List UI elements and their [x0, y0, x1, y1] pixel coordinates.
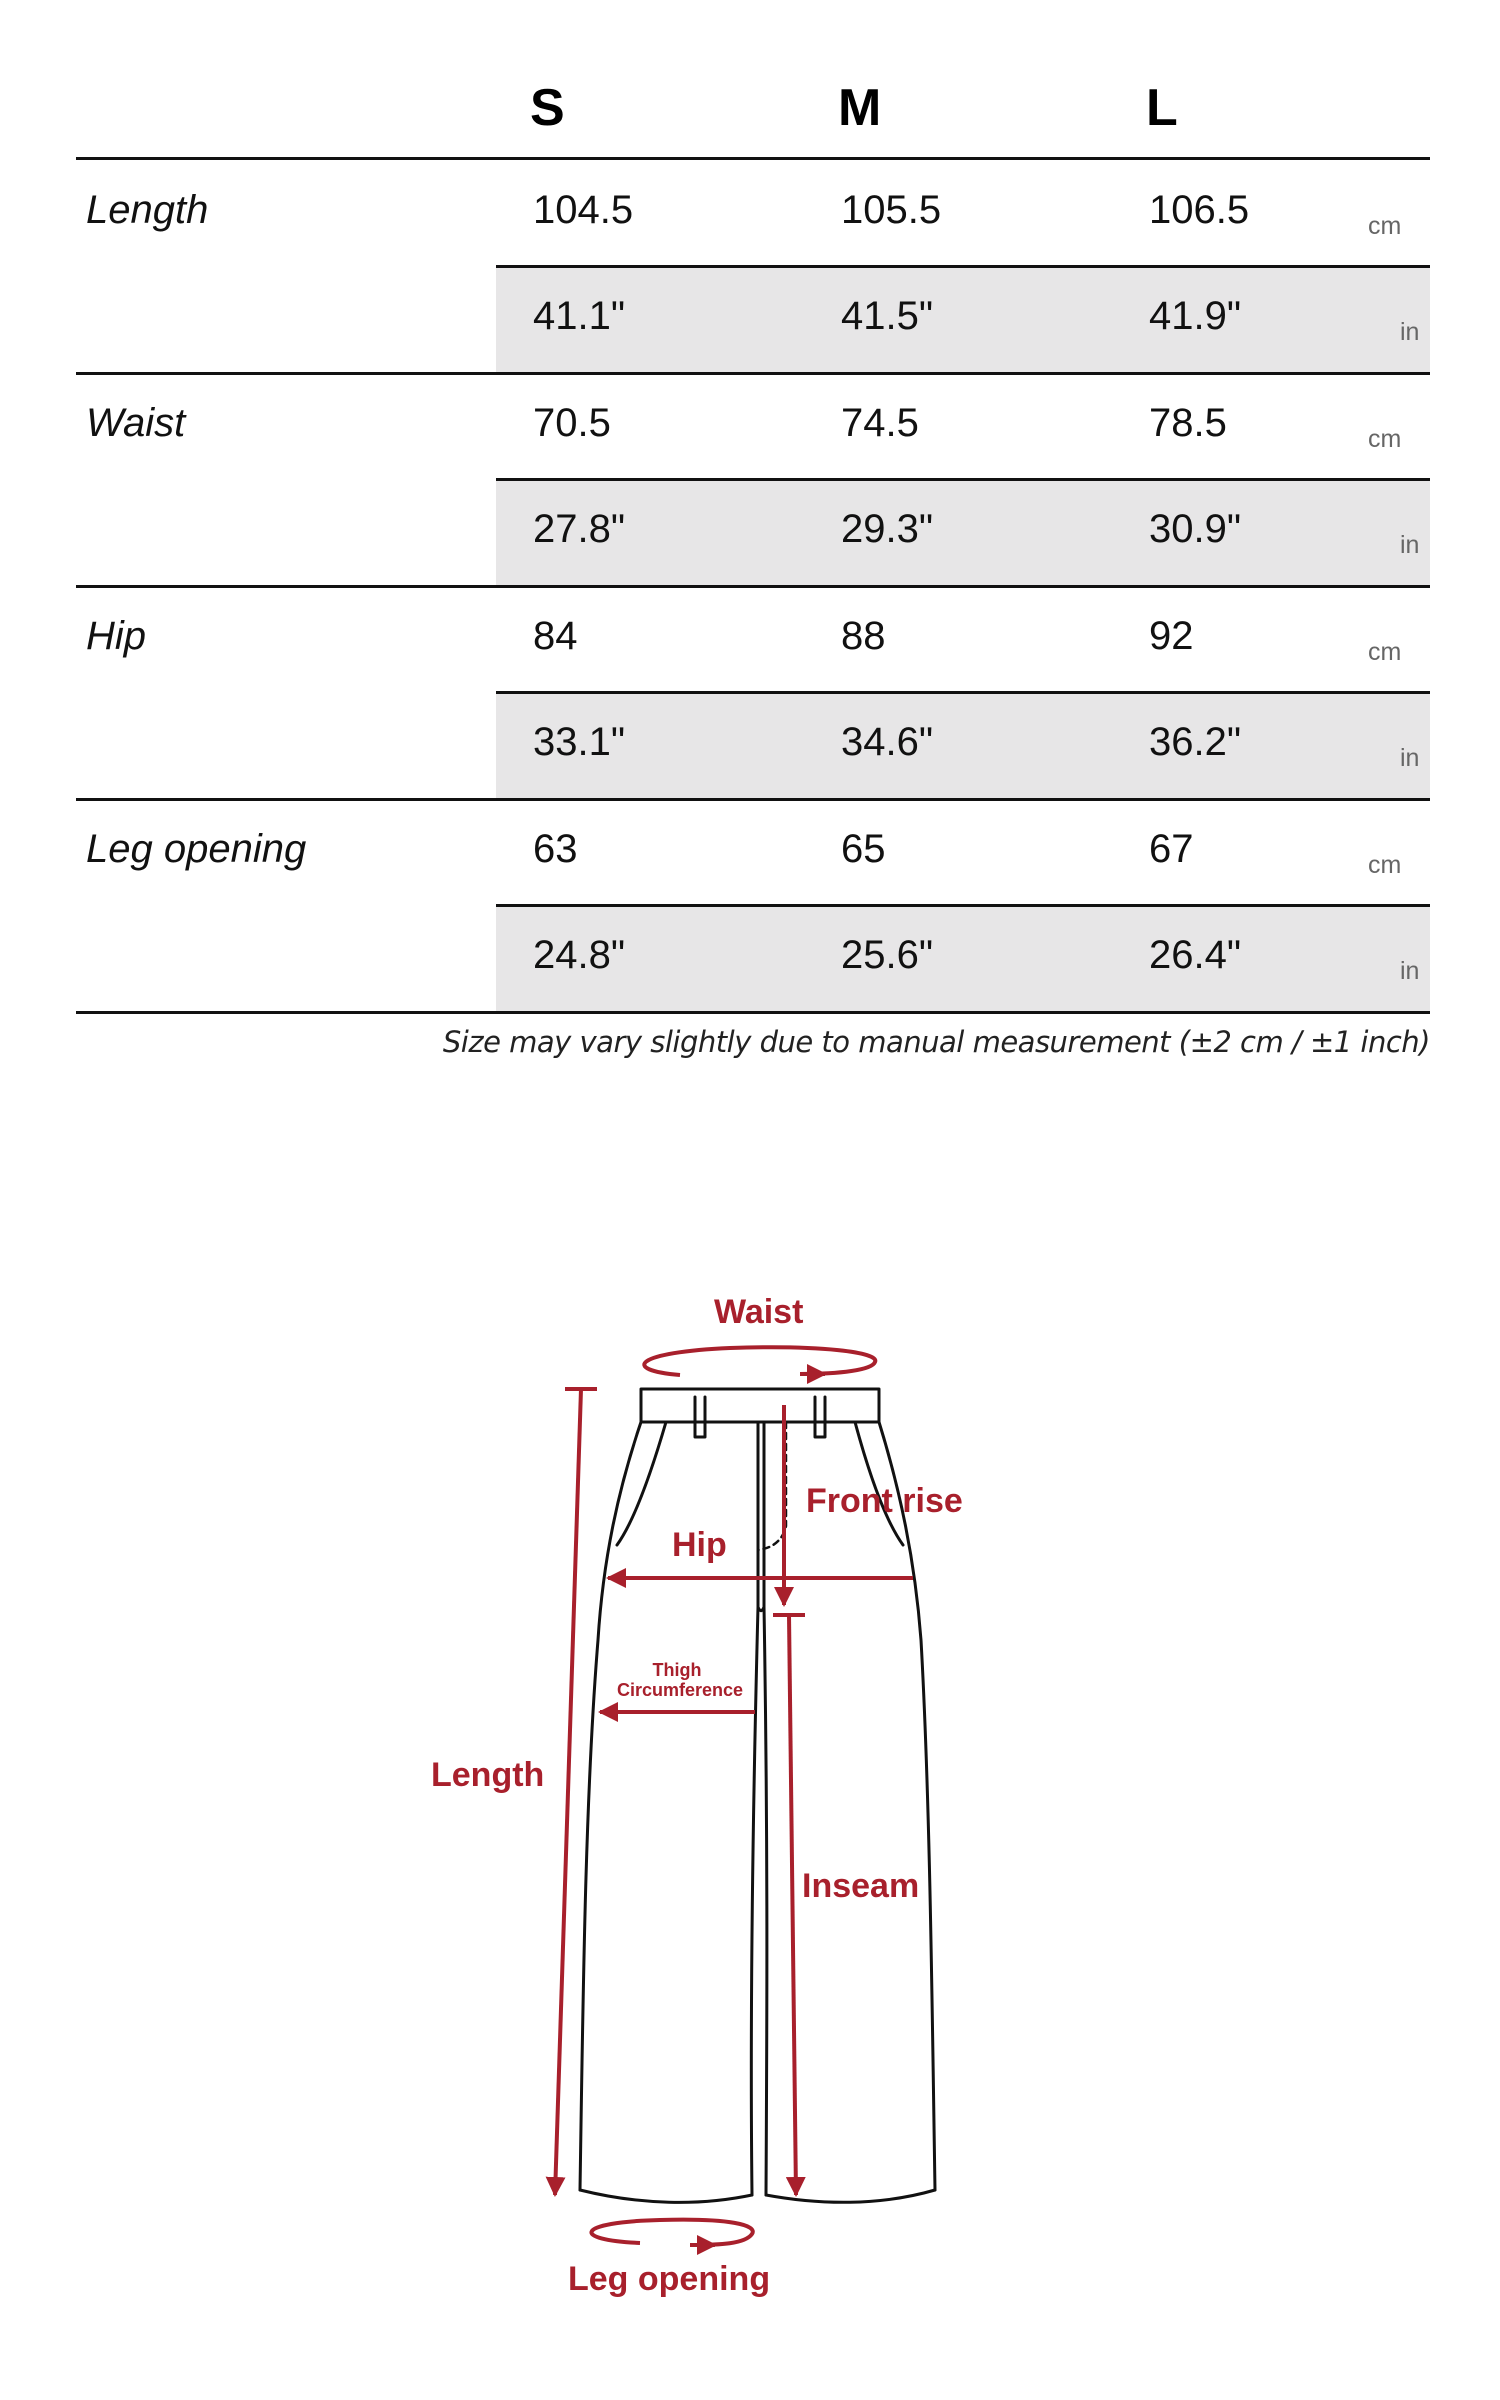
table-divider [76, 1011, 1430, 1014]
label-front-rise: Front rise [806, 1482, 963, 1520]
belt-loop [695, 1397, 705, 1437]
label-leg-opening: Leg opening [568, 2260, 771, 2298]
size-header-s: S [530, 79, 565, 137]
left-pocket [617, 1422, 666, 1545]
table-divider [76, 372, 1430, 375]
value-cm-s: 70.5 [533, 401, 611, 445]
leg-opening-loop [591, 2220, 752, 2245]
unit-cm: cm [1368, 638, 1402, 666]
value-cm-m: 105.5 [841, 188, 942, 232]
value-in-s: 33.1" [533, 720, 626, 764]
measurement-note: Size may vary slightly due to manual measurement (±2 cm / ±1 inch) [442, 1025, 1430, 1059]
left-hem [580, 2190, 752, 2202]
label-thigh: Thigh [652, 1660, 702, 1680]
value-in-m: 29.3" [841, 507, 934, 551]
value-in-l: 36.2" [1149, 720, 1242, 764]
value-in-s: 24.8" [533, 933, 626, 977]
label-circumference: Circumference [616, 1680, 744, 1700]
waistband [641, 1389, 879, 1422]
unit-in: in [1400, 957, 1420, 985]
table-divider [76, 157, 1430, 160]
value-in-l: 41.9" [1149, 294, 1242, 338]
table-divider [76, 798, 1430, 801]
value-cm-s: 84 [533, 614, 578, 658]
unit-in: in [1400, 744, 1420, 772]
label-inseam: Inseam [802, 1867, 920, 1905]
waist-loop [644, 1347, 875, 1375]
unit-in: in [1400, 531, 1420, 559]
right-hem [766, 2190, 935, 2202]
label-length: Length [431, 1756, 545, 1794]
unit-in: in [1400, 318, 1420, 346]
left-outer-seam [580, 1422, 641, 2190]
length-line [555, 1389, 581, 2195]
center-seam [758, 1422, 764, 1611]
table-divider [76, 585, 1430, 588]
inseam-line [789, 1615, 796, 2195]
value-cm-m: 65 [841, 827, 886, 871]
value-cm-l: 67 [1149, 827, 1194, 871]
fly-stitch [758, 1422, 786, 1550]
measure-label: Length [86, 188, 209, 232]
unit-cm: cm [1368, 212, 1402, 240]
value-cm-m: 74.5 [841, 401, 919, 445]
value-in-s: 27.8" [533, 507, 626, 551]
value-in-m: 25.6" [841, 933, 934, 977]
value-in-m: 34.6" [841, 720, 934, 764]
pants-measurement-diagram [0, 1240, 1500, 2300]
measure-label: Leg opening [86, 827, 307, 871]
belt-loop [815, 1397, 825, 1437]
value-in-m: 41.5" [841, 294, 934, 338]
value-cm-m: 88 [841, 614, 886, 658]
measure-label: Hip [86, 614, 147, 658]
value-cm-s: 63 [533, 827, 578, 871]
right-outer-seam [879, 1422, 935, 2190]
label-waist: Waist [714, 1293, 804, 1331]
right-inseam [764, 1607, 767, 2195]
unit-cm: cm [1368, 425, 1402, 453]
inch-row-background [496, 907, 1430, 1011]
measure-label: Waist [86, 401, 186, 445]
inch-row-background [496, 268, 1430, 372]
value-cm-l: 106.5 [1149, 188, 1250, 232]
value-in-l: 30.9" [1149, 507, 1242, 551]
label-hip: Hip [672, 1526, 727, 1564]
unit-cm: cm [1368, 851, 1402, 879]
size-header-l: L [1146, 79, 1178, 137]
inch-row-background [496, 481, 1430, 585]
size-header-m: M [838, 79, 882, 137]
value-in-s: 41.1" [533, 294, 626, 338]
value-cm-l: 92 [1149, 614, 1194, 658]
value-in-l: 26.4" [1149, 933, 1242, 977]
value-cm-s: 104.5 [533, 188, 634, 232]
inch-row-background [496, 694, 1430, 798]
left-inseam [751, 1607, 758, 2195]
value-cm-l: 78.5 [1149, 401, 1227, 445]
